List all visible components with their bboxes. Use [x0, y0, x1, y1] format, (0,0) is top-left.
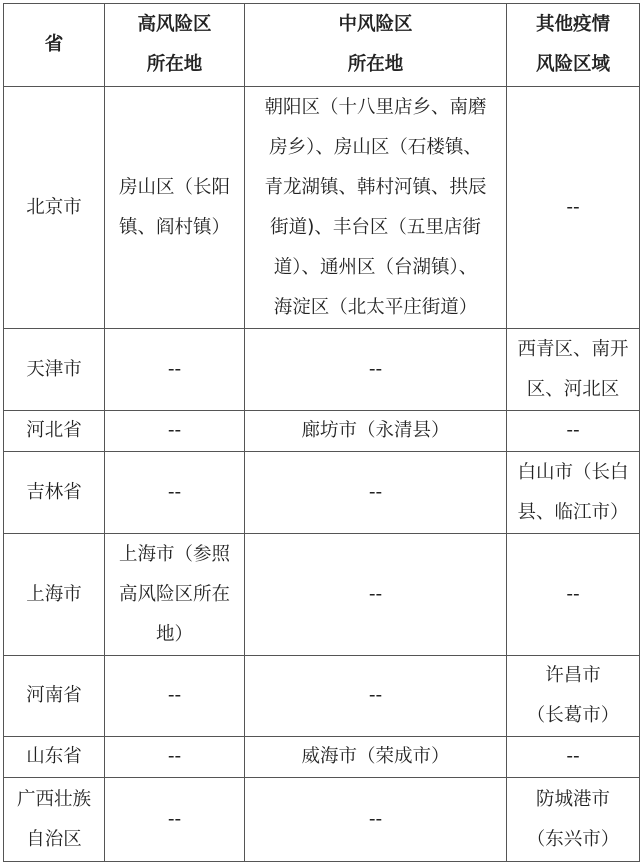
cell-text-line: 区、河北区 [526, 378, 620, 400]
cell-other-risk [507, 411, 640, 452]
cell-text-line: -- [368, 685, 383, 706]
cell-text-line: -- [368, 358, 383, 380]
cell-high-risk [105, 87, 245, 329]
cell-text-line: 所在地 [347, 54, 404, 75]
cell-other-risk [507, 778, 640, 862]
cell-text-line: -- [566, 583, 580, 605]
cell-medium-risk [245, 87, 507, 329]
cell-text-line: 高风险区所在 [118, 583, 230, 605]
cell-other-risk [507, 656, 640, 737]
cell-high-risk [105, 656, 245, 737]
cell-text-line: 许昌市 [545, 665, 601, 686]
cell-text-line: -- [167, 358, 182, 380]
cell-text-line: 自治区 [26, 828, 82, 850]
cell-text-line: （东兴市） [526, 828, 620, 850]
cell-province [4, 452, 105, 534]
cell-high-risk [105, 329, 245, 411]
cell-other-risk [507, 534, 640, 656]
table-row [4, 534, 640, 656]
cell-text-line: -- [566, 420, 580, 441]
risk-area-table [3, 3, 640, 862]
table-row [4, 737, 640, 778]
cell-text-line: -- [368, 808, 383, 830]
cell-high-risk [105, 778, 245, 862]
cell-text-line: -- [167, 746, 182, 767]
cell-text-line: -- [167, 808, 182, 830]
cell-text-line: -- [566, 746, 580, 767]
cell-high-risk [105, 737, 245, 778]
cell-text-line: -- [167, 481, 182, 503]
cell-medium-risk [245, 411, 507, 452]
cell-province [4, 737, 105, 778]
table-row [4, 452, 640, 534]
cell-text-line: 所在地 [146, 54, 203, 75]
cell-medium-risk [245, 329, 507, 411]
cell-text-line: 高风险区 [137, 14, 212, 35]
cell-high-risk [105, 411, 245, 452]
cell-text-line: -- [167, 685, 182, 706]
cell-province [4, 778, 105, 862]
cell-other-risk [507, 329, 640, 411]
cell-text-line: 廊坊市（永清县） [301, 420, 450, 441]
cell-text-line: 威海市（荣成市） [301, 746, 450, 767]
cell-text-line: 河北省 [26, 420, 82, 441]
cell-high-risk [105, 452, 245, 534]
cell-text-line: （长葛市） [526, 705, 620, 726]
table-header [4, 4, 640, 87]
cell-text-line: 街道)、丰台区（五里店街 [270, 216, 481, 238]
cell-text-line: 朝阳区（十八里店乡、南磨 [264, 96, 487, 118]
cell-text-line: 吉林省 [26, 481, 82, 503]
cell-text-line: 上海市（参照 [118, 543, 230, 565]
cell-text-line: 山东省 [26, 746, 82, 767]
cell-text-line: 镇、阎村镇） [118, 216, 230, 238]
table-row [4, 778, 640, 862]
cell-text-line: 省 [44, 34, 64, 55]
cell-text-line: -- [167, 420, 182, 441]
cell-text-line: 其他疫情 [535, 14, 610, 35]
cell-medium-risk [245, 737, 507, 778]
header-high-risk [105, 4, 245, 87]
cell-text-line: 河南省 [26, 685, 82, 706]
header-other-risk [507, 4, 640, 87]
cell-province [4, 329, 105, 411]
cell-province [4, 534, 105, 656]
header-medium-risk [245, 4, 507, 87]
cell-text-line: 中风险区 [338, 14, 413, 35]
table-row [4, 411, 640, 452]
cell-province [4, 656, 105, 737]
cell-other-risk [507, 452, 640, 534]
cell-province [4, 87, 105, 329]
cell-text-line: -- [368, 481, 383, 503]
cell-medium-risk [245, 534, 507, 656]
cell-province [4, 411, 105, 452]
cell-text-line: 道）、通州区（台湖镇）、 [273, 256, 478, 278]
cell-text-line: -- [368, 583, 383, 605]
cell-medium-risk [245, 656, 507, 737]
cell-text-line: 白山市（长白 [517, 461, 629, 483]
cell-other-risk [507, 87, 640, 329]
table-row [4, 329, 640, 411]
cell-text-line: 青龙湖镇、韩村河镇、拱辰 [264, 176, 487, 198]
cell-text-line: 广西壮族 [16, 788, 91, 810]
header-row [4, 4, 640, 87]
cell-medium-risk [245, 778, 507, 862]
cell-high-risk [105, 534, 245, 656]
cell-text-line: 地） [155, 623, 193, 645]
header-province [4, 4, 105, 87]
table-row [4, 656, 640, 737]
cell-text-line: 县、临江市） [517, 501, 629, 523]
cell-text-line: 风险区域 [535, 54, 610, 75]
cell-medium-risk [245, 452, 507, 534]
cell-text-line: 房山区（长阳 [118, 176, 230, 198]
cell-text-line: 西青区、南开 [517, 338, 629, 360]
cell-text-line: -- [566, 196, 580, 218]
table-row [4, 87, 640, 329]
cell-text-line: 房乡）、房山区（石楼镇、 [269, 136, 482, 158]
cell-text-line: 北京市 [26, 196, 82, 218]
cell-other-risk [507, 737, 640, 778]
cell-text-line: 防城港市 [535, 788, 610, 810]
cell-text-line: 上海市 [26, 583, 82, 605]
cell-text-line: 海淀区（北太平庄街道） [273, 296, 478, 318]
cell-text-line: 天津市 [26, 358, 82, 380]
table-body [4, 87, 640, 862]
